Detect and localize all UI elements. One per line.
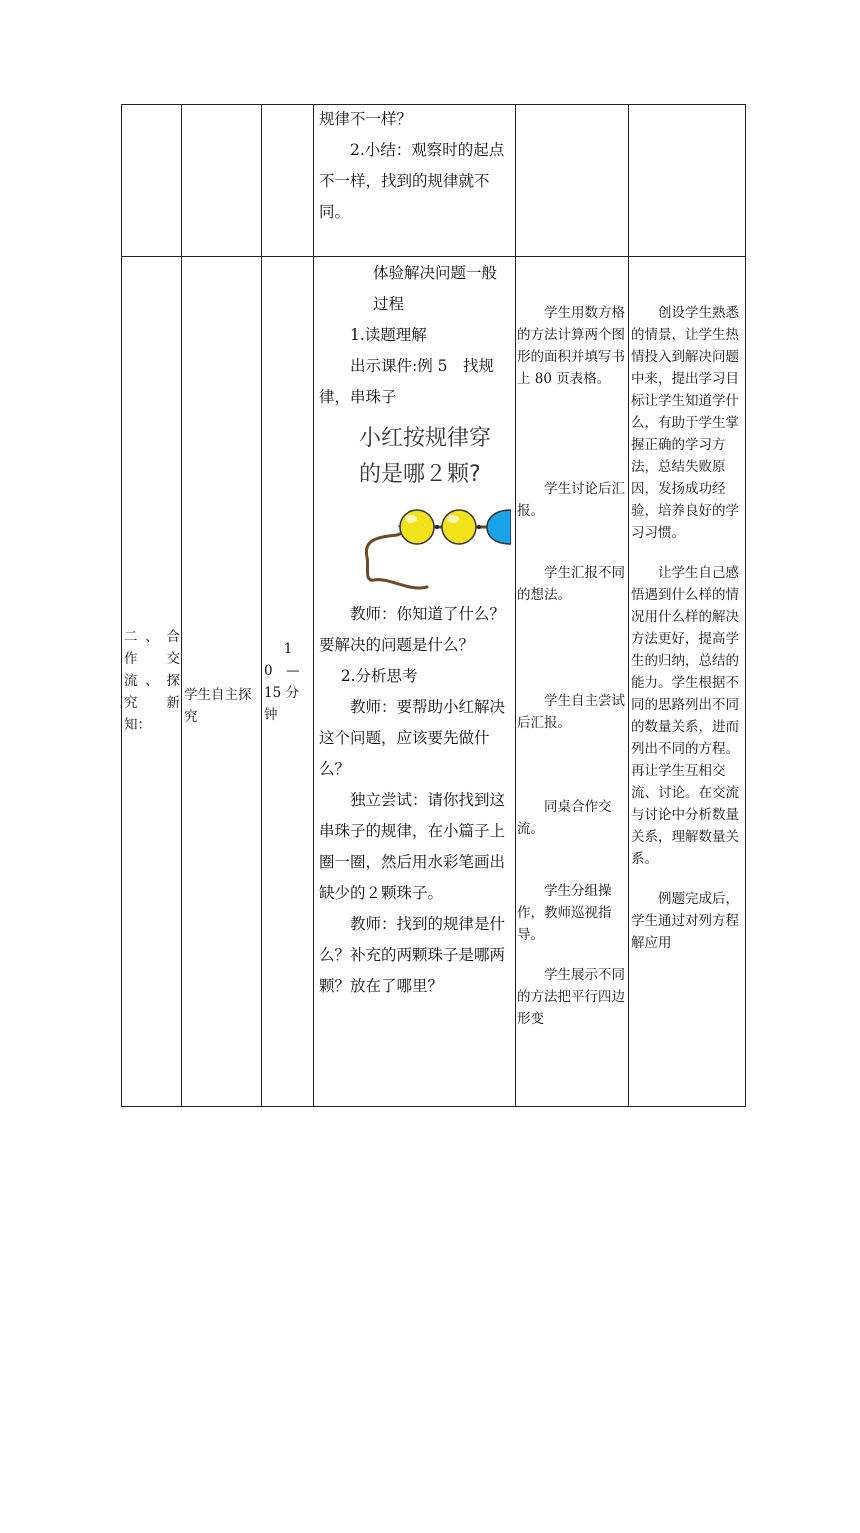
row-divider [121,256,746,257]
teacher-activity-cell [319,258,511,1107]
teacher-question-3: 教师：找到的规律是什么？补充的两颗珠子是哪两颗？放在了哪里？ [319,915,506,995]
stage-cell [124,258,180,1475]
step-1: 1.读题理解 [350,326,427,344]
yellow-bead-icon [442,510,476,544]
bead-knot [435,525,439,529]
time-cell [264,258,312,1487]
bead-knot [477,525,481,529]
table-border [745,104,746,1107]
method-cell [184,258,262,1533]
stage-line: 知： [124,717,151,733]
student-activity-2: 学生讨论后汇报。 [517,481,625,519]
table-border [121,104,122,1107]
time-line: 1 [283,641,293,657]
design-intent-cell [631,258,743,1107]
column-divider [181,104,182,1107]
method-text: 学生自主探究 [184,687,252,725]
stage-line: 二、合 [124,629,180,645]
bead-highlight [405,515,417,523]
teacher-activity-cell [319,104,511,256]
design-intent-3: 例题完成后，学生通过对列方程解应用 [631,891,739,951]
teacher-question-2: 教师：要帮助小红解决这个问题，应该要先做什么？ [319,698,506,778]
student-activity-5: 同桌合作交流。 [517,799,612,837]
bead-string-illustration [319,417,511,595]
time-line: 0 — [264,663,300,679]
section-heading: 体验解决问题一般过程 [373,264,498,313]
design-intent-2: 让学生自己感悟遇到什么样的情况用什么样的解决方法更好，提高学生的归纳，总结的能力。学生根据不同的思路列出不同的数量关系，进而列出不同的方程。再让学生互相交流、讨论。在交流与讨论中分析数量关系，理解数量关系。 [631,565,739,867]
bead-example-image [319,417,511,599]
stage-line: 作 交 [124,651,180,667]
column-divider [313,104,314,1107]
blue-bead-icon [487,510,511,544]
time-line: 钟 [264,707,278,723]
student-activity-6: 学生分组操作，教师巡视指导。 [517,883,612,943]
lesson-plan-table [121,104,746,1107]
image-caption-line-1: 小红按规律穿 [359,426,492,451]
column-divider [628,104,629,1107]
yellow-bead-icon [400,510,434,544]
column-divider [515,104,516,1107]
student-activity-4: 学生自主尝试后汇报。 [517,693,625,731]
image-caption-line-2: 的是哪２颗? [359,462,481,487]
teacher-question-1: 教师：你知道了什么？要解决的问题是什么？ [319,605,506,654]
student-activity-cell [517,258,625,1107]
step-2: 2.分析思考 [340,667,418,685]
student-activity-3: 学生汇报不同的想法。 [517,565,625,603]
student-activity-1: 学生用数方格的方法计算两个图形的面积并填写书上 80 页表格。 [517,305,625,387]
stage-line: 究 新 [124,695,180,711]
teacher-text: 规律不一样？ [319,110,413,128]
student-activity-7: 学生展示不同的方法把平行四边形变 [517,967,625,1027]
design-intent-1: 创设学生熟悉的情景，让学生热情投入到解决问题中来，提出学习目标让学生知道学什么，有助于学生掌握正确的学习方法，总结失败原因，发扬成功经验，培养良好的学习习惯。 [631,305,739,541]
bead-highlight [447,515,459,523]
courseware-text: 出示课件:例 5 找规律，串珠子 [319,357,495,406]
independent-try: 独立尝试：请你找到这串珠子的规律，在小篇子上圈一圈，然后用水彩笔画出缺少的２颗珠子。 [319,791,506,902]
stage-line: 流、探 [124,673,180,689]
summary-text: 2.小结：观察时的起点不一样，找到的规律就不同。 [319,141,505,221]
time-line: 15 分 [264,685,299,701]
